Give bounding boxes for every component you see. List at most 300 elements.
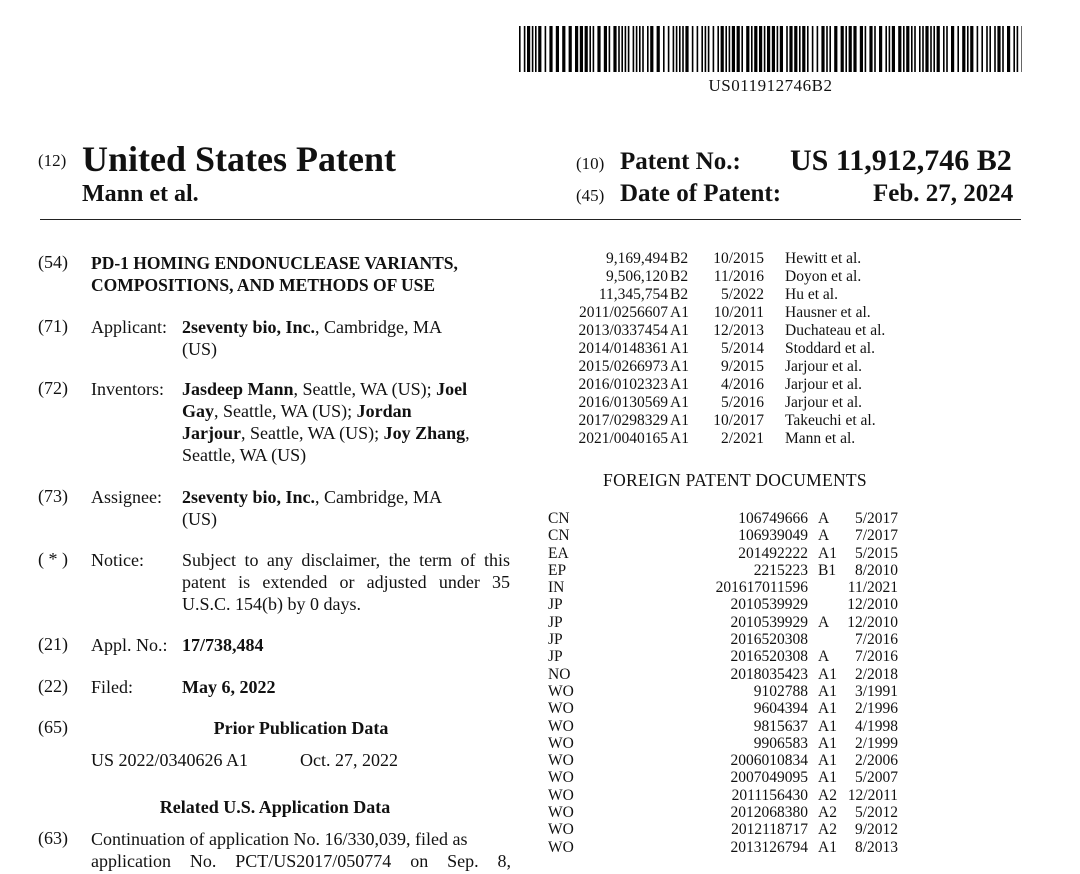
foreign-references (548, 510, 968, 856)
barcode-bar (786, 26, 788, 72)
foreign-country: WO (548, 804, 574, 822)
title-line-2: COMPOSITIONS, AND METHODS OF USE (91, 275, 436, 295)
barcode-bar (613, 26, 616, 72)
prior-pub-number: US 2022/0340626 A1 (91, 750, 249, 770)
foreign-row (548, 614, 968, 631)
barcode-bar (780, 26, 783, 72)
barcode-bar (885, 26, 887, 72)
document-title: United States Patent (82, 139, 396, 179)
assignee-country: (US) (182, 509, 217, 529)
cited-author: Jarjour et al. (785, 358, 863, 375)
barcode-bar (919, 26, 921, 72)
barcode-bar (767, 26, 770, 72)
foreign-number: 9604394 (753, 700, 808, 718)
foreign-country: NO (548, 665, 571, 683)
foreign-date: 12/2010 (847, 596, 898, 614)
barcode-bar (853, 26, 856, 72)
barcode-bar (569, 26, 572, 72)
barcode-bar (764, 26, 766, 72)
foreign-date: 12/2010 (847, 613, 898, 631)
foreign-date: 2/2018 (854, 665, 898, 683)
title-line-1: PD-1 HOMING ENDONUCLEASE VARIANTS, (91, 253, 458, 273)
cited-kind: B2 (670, 286, 689, 303)
foreign-date: 4/1998 (854, 717, 898, 735)
foreign-number: 201617011596 (715, 579, 808, 597)
foreign-row (548, 700, 968, 717)
barcode-bar (937, 26, 940, 72)
foreign-row (548, 787, 968, 804)
foreign-number: 9906583 (753, 734, 808, 752)
foreign-date: 9/2012 (854, 821, 898, 839)
cited-author: Takeuchi et al. (785, 412, 876, 429)
barcode-bar (679, 26, 681, 72)
inventor-3a: Jordan (356, 401, 412, 421)
foreign-row (548, 545, 968, 562)
foreign-row (548, 769, 968, 786)
foreign-country: EA (548, 544, 569, 562)
barcode-bar (794, 26, 797, 72)
applicant-label: Applicant: (91, 317, 167, 337)
inventor-2a: Joel (436, 379, 468, 399)
barcode-bar (708, 26, 710, 72)
barcode-bar (701, 26, 703, 72)
foreign-number: 2012068380 (730, 804, 808, 822)
code-54: (54) (38, 252, 68, 272)
cited-row (540, 430, 960, 448)
code-71: (71) (38, 316, 68, 336)
foreign-number: 2016520308 (730, 631, 808, 649)
barcode-bar (685, 26, 688, 72)
foreign-kind: A2 (818, 786, 837, 804)
barcode-bar (636, 26, 638, 72)
barcode-bar (772, 26, 775, 72)
cited-row (540, 250, 960, 268)
cited-date: 10/2015 (713, 250, 764, 267)
inventor-1-loc: , Seattle, WA (US); (293, 379, 437, 399)
barcode-bar (682, 26, 684, 72)
foreign-country: WO (548, 734, 574, 752)
barcode-bar (585, 26, 588, 72)
barcode-bar (562, 26, 565, 72)
foreign-country: CN (548, 527, 570, 545)
barcode-bar (874, 26, 876, 72)
cited-author: Hu et al. (785, 286, 838, 303)
foreign-row (548, 510, 968, 527)
barcode-bar (759, 26, 762, 72)
barcode-bar (721, 26, 724, 72)
appl-no-label: Appl. No.: (91, 635, 168, 655)
foreign-country: WO (548, 838, 574, 856)
foreign-country: EP (548, 561, 567, 579)
foreign-date: 7/2016 (854, 631, 898, 649)
foreign-row (548, 839, 968, 856)
foreign-row (548, 579, 968, 596)
foreign-date: 11/2021 (847, 579, 898, 597)
foreign-country: WO (548, 752, 574, 770)
barcode-bar (545, 26, 547, 72)
barcode-bar (532, 26, 534, 72)
foreign-row (548, 527, 968, 544)
barcode-bar (977, 26, 979, 72)
cited-row (540, 286, 960, 304)
cited-references (540, 250, 960, 448)
cited-date: 5/2014 (720, 340, 764, 357)
foreign-date: 7/2017 (854, 527, 898, 545)
foreign-row (548, 752, 968, 769)
barcode-bar (869, 26, 872, 72)
foreign-kind: A2 (818, 821, 837, 839)
foreign-country: JP (548, 613, 563, 631)
appl-no-value: 17/738,484 (182, 635, 264, 655)
foreign-number: 2006010834 (730, 752, 808, 770)
code-65: (65) (38, 717, 68, 737)
cited-number: 2013/0337454 (578, 322, 668, 339)
barcode-bar (556, 26, 559, 72)
cited-row (540, 358, 960, 376)
code-73: (73) (38, 486, 68, 506)
barcode-bar (906, 26, 909, 72)
cited-number: 2016/0102323 (578, 376, 668, 393)
barcode-bar (676, 26, 678, 72)
foreign-kind: A1 (818, 734, 837, 752)
prior-pub-heading: Prior Publication Data (213, 718, 389, 738)
applicant-name: 2seventy bio, Inc. (182, 317, 316, 337)
barcode-bar (609, 26, 611, 72)
foreign-number: 2018035423 (730, 665, 808, 683)
foreign-row (548, 718, 968, 735)
barcode-bar (802, 26, 805, 72)
barcode-bar (829, 26, 831, 72)
barcode-bar (519, 26, 521, 72)
barcode-bar (597, 26, 600, 72)
foreign-country: JP (548, 631, 563, 649)
foreign-country: WO (548, 682, 574, 700)
foreign-country: WO (548, 769, 574, 787)
barcode-bar (535, 26, 537, 72)
assignee-label: Assignee: (91, 487, 162, 507)
foreign-date: 12/2011 (847, 786, 898, 804)
foreign-date: 5/2015 (854, 544, 898, 562)
foreign-row (548, 821, 968, 838)
foreign-country: WO (548, 700, 574, 718)
cited-row (540, 304, 960, 322)
cited-kind: A1 (670, 376, 689, 393)
foreign-number: 2013126794 (730, 838, 808, 856)
inventors-short: Mann et al. (82, 181, 199, 207)
barcode-bar (639, 26, 641, 72)
foreign-number: 9102788 (753, 682, 808, 700)
cited-row (540, 322, 960, 340)
foreign-number: 2011156430 (731, 786, 808, 804)
barcode-bar (754, 26, 757, 72)
foreign-date: 8/2010 (854, 561, 898, 579)
foreign-kind: A (818, 510, 830, 527)
foreign-kind: A (818, 648, 830, 666)
barcode-bar (663, 26, 665, 72)
cited-number: 2015/0266973 (578, 358, 668, 375)
barcode-bar (713, 26, 715, 72)
cited-number: 2011/0256607 (579, 304, 668, 321)
cited-kind: A1 (670, 322, 689, 339)
foreign-row (548, 804, 968, 821)
cited-date: 9/2015 (720, 358, 764, 375)
cited-date: 10/2011 (713, 304, 764, 321)
foreign-kind: A1 (818, 665, 837, 683)
code-45: (45) (576, 186, 605, 205)
foreign-row (548, 648, 968, 665)
foreign-date: 8/2013 (854, 838, 898, 856)
cited-number: 2021/0040165 (578, 430, 668, 447)
barcode-bar (799, 26, 801, 72)
foreign-date: 2/1999 (854, 734, 898, 752)
foreign-country: JP (548, 648, 563, 666)
applicant-location: , Cambridge, MA (315, 317, 442, 337)
barcode-bar (692, 26, 694, 72)
barcode-bar (903, 26, 905, 72)
barcode-bar (604, 26, 607, 72)
barcode-bar (957, 26, 959, 72)
barcode-bar (898, 26, 901, 72)
assignee-line-1 (182, 486, 442, 508)
patent-date: Feb. 27, 2024 (873, 180, 1014, 207)
code-72: (72) (38, 378, 68, 398)
foreign-country: CN (548, 510, 570, 527)
barcode-bar (697, 26, 699, 72)
barcode-bar (732, 26, 735, 72)
cited-author: Jarjour et al. (785, 376, 863, 393)
foreign-row (548, 596, 968, 613)
header-rule (40, 219, 1021, 220)
cited-row (540, 394, 960, 412)
foreign-number: 2016520308 (730, 648, 808, 666)
barcode-bar (1007, 26, 1010, 72)
barcode-bar (962, 26, 965, 72)
barcode-bar (705, 26, 707, 72)
foreign-date: 5/2017 (854, 510, 898, 527)
foreign-number: 201492222 (738, 544, 808, 562)
barcode-bar (933, 26, 935, 72)
barcode-bar (618, 26, 620, 72)
barcode-bar (889, 26, 891, 72)
foreign-country: WO (548, 821, 574, 839)
cited-number: 9,506,120 (606, 268, 668, 285)
barcode-bar (1013, 26, 1015, 72)
foreign-row (548, 666, 968, 683)
foreign-date: 2/2006 (854, 752, 898, 770)
continuation-line-1: Continuation of application No. 16/330,039, filed as (91, 829, 468, 849)
cited-author: Hewitt et al. (785, 250, 862, 267)
barcode-bar (593, 26, 595, 72)
barcode-bar (621, 26, 623, 72)
barcode-bar (668, 26, 670, 72)
foreign-number: 2010539929 (730, 613, 808, 631)
cited-date: 12/2013 (713, 322, 764, 339)
foreign-patent-heading: FOREIGN PATENT DOCUMENTS (603, 470, 867, 490)
barcode-bar (943, 26, 945, 72)
barcode-bar (997, 26, 1000, 72)
assignee-name: 2seventy bio, Inc. (182, 487, 316, 507)
foreign-row (548, 562, 968, 579)
inventor-1: Jasdeep Mann (182, 379, 294, 399)
cited-kind: B2 (670, 250, 689, 267)
barcode-bar (580, 26, 583, 72)
foreign-kind: A1 (818, 682, 837, 700)
foreign-kind: A1 (818, 769, 837, 787)
foreign-number: 2007049095 (730, 769, 808, 787)
foreign-number: 2012118717 (731, 821, 808, 839)
cited-date: 5/2022 (720, 286, 764, 303)
foreign-country: IN (548, 579, 565, 597)
foreign-number: 106749666 (738, 510, 808, 527)
applicant-line-1 (182, 316, 442, 338)
cited-row (540, 340, 960, 358)
cited-author: Mann et al. (785, 430, 856, 447)
inventor-2b: Gay (182, 401, 215, 421)
cited-kind: A1 (670, 304, 689, 321)
cited-kind: A1 (670, 394, 689, 411)
barcode-bar (946, 26, 948, 72)
barcode-bar (922, 26, 924, 72)
inventor-3b: Jarjour (182, 423, 241, 443)
cited-author: Stoddard et al. (785, 340, 875, 357)
foreign-row (548, 735, 968, 752)
barcode-bar (981, 26, 983, 72)
barcode-bar (1002, 26, 1004, 72)
cited-kind: A1 (670, 358, 689, 375)
barcode-bar (741, 26, 743, 72)
foreign-country: JP (548, 596, 563, 614)
barcode-bar (914, 26, 916, 72)
barcode-bar (826, 26, 828, 72)
barcode-bar (549, 26, 552, 72)
inventor-4-comma: , (465, 423, 470, 443)
patent-no-label: Patent No.: (620, 148, 741, 175)
barcode-bar (746, 26, 749, 72)
barcode-bar (657, 26, 660, 72)
barcode-bar (717, 26, 719, 72)
cited-author: Hausner et al. (785, 304, 871, 321)
notice-line-1: Subject to any disclaimer, the term of this (182, 550, 510, 570)
cited-row (540, 412, 960, 430)
foreign-row (548, 631, 968, 648)
barcode-bar (812, 26, 814, 72)
cited-number: 11,345,754 (598, 286, 668, 303)
inventor-4: Joy Zhang (383, 423, 466, 443)
cited-date: 5/2016 (720, 394, 764, 411)
continuation-line-2: application No. PCT/US2017/050774 on Sep. 8, (91, 851, 511, 871)
cited-number: 2017/0298329 (578, 412, 668, 429)
patent-number: US 11,912,746 B2 (790, 144, 1012, 177)
code-63: (63) (38, 828, 68, 848)
code-10: (10) (576, 154, 605, 173)
barcode-bar (575, 26, 578, 72)
cited-row (540, 376, 960, 394)
foreign-kind: B1 (818, 561, 837, 579)
foreign-kind: A1 (818, 717, 837, 735)
foreign-number: 2215223 (753, 561, 808, 579)
barcode-bar (807, 26, 809, 72)
barcode-bar (1017, 26, 1019, 72)
foreign-date: 5/2007 (854, 769, 898, 787)
barcode-bar (628, 26, 630, 72)
inventor-2-loc: , Seattle, WA (US); (214, 401, 357, 421)
barcode-bar (777, 26, 779, 72)
notice-line-3: U.S.C. 154(b) by 0 days. (182, 594, 361, 614)
barcode-bar (911, 26, 913, 72)
code-22: (22) (38, 676, 68, 696)
foreign-number: 9815637 (753, 717, 808, 735)
barcode-bar (967, 26, 969, 72)
prior-pub-date: Oct. 27, 2022 (300, 750, 398, 770)
barcode-bar (849, 26, 852, 72)
barcode-bar (930, 26, 932, 72)
foreign-kind: A1 (818, 752, 837, 770)
barcode-bar (673, 26, 675, 72)
applicant-country: (US) (182, 339, 217, 359)
inventors-label: Inventors: (91, 379, 164, 399)
foreign-date: 7/2016 (854, 648, 898, 666)
cited-date: 10/2017 (713, 412, 764, 429)
code-12: (12) (38, 151, 67, 170)
foreign-number: 2010539929 (730, 596, 808, 614)
barcode-bar (633, 26, 635, 72)
foreign-row (548, 683, 968, 700)
foreign-date: 3/1991 (854, 682, 898, 700)
foreign-date: 5/2012 (854, 804, 898, 822)
code-notice: ( * ) (38, 549, 68, 569)
barcode-number: US011912746B2 (708, 76, 833, 95)
inventors-line-2 (182, 400, 412, 422)
barcode-bar (527, 26, 530, 72)
cited-kind: B2 (670, 268, 689, 285)
related-heading: Related U.S. Application Data (159, 797, 391, 817)
notice-label: Notice: (91, 550, 144, 570)
foreign-kind: A (818, 527, 830, 545)
barcode-bar (970, 26, 973, 72)
foreign-country: WO (548, 786, 574, 804)
cited-kind: A1 (670, 430, 689, 447)
foreign-kind: A1 (818, 838, 837, 856)
foreign-country: WO (548, 717, 574, 735)
barcode-bar (865, 26, 867, 72)
notice-line-2: patent is extended or adjusted under 35 (182, 572, 510, 592)
foreign-kind: A1 (818, 700, 837, 718)
barcode-bar (925, 26, 928, 72)
cited-number: 2016/0130569 (578, 394, 668, 411)
barcode-bar (725, 26, 727, 72)
barcode-bar (845, 26, 847, 72)
inventor-3-loc: , Seattle, WA (US); (240, 423, 384, 443)
barcode-bar (989, 26, 991, 72)
cited-date: 4/2016 (720, 376, 764, 393)
barcode-bar (642, 26, 644, 72)
inventors-line-3 (182, 422, 470, 444)
barcode-bar (841, 26, 844, 72)
barcode-bar (751, 26, 753, 72)
barcode (519, 26, 1022, 72)
barcode-bar (834, 26, 837, 72)
cited-author: Duchateau et al. (785, 322, 886, 339)
barcode-bar (524, 26, 526, 72)
cited-author: Jarjour et al. (785, 394, 863, 411)
inventors-line-4: Seattle, WA (US) (182, 445, 307, 465)
foreign-kind: A (818, 613, 830, 631)
barcode-bar (789, 26, 792, 72)
barcode-bar (879, 26, 882, 72)
inventors-line-1 (182, 378, 467, 400)
foreign-kind: A1 (818, 544, 837, 562)
barcode-bar (860, 26, 863, 72)
